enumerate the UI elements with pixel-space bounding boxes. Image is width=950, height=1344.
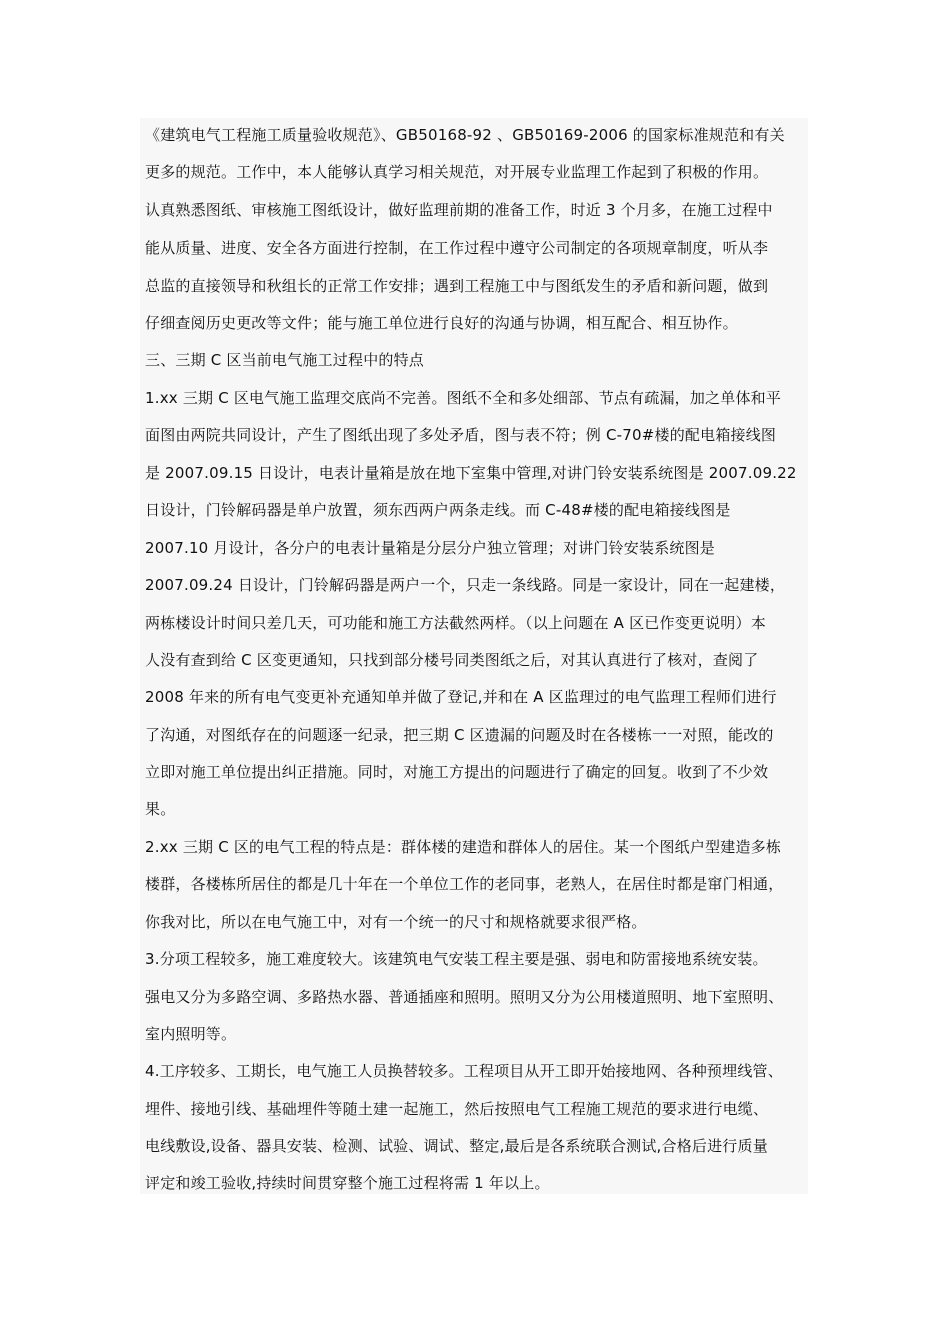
text-line: 4.工序较多、工期长，电气施工人员换替较多。工程项目从开工即开始接地网、各种预埋线管、 [145, 1062, 783, 1080]
text-line: 认真熟悉图纸、审核施工图纸设计，做好监理前期的准备工作，时近 3 个月多，在施工过程中 [145, 201, 773, 219]
text-line: 《建筑电气工程施工质量验收规范》、GB50168-92 、GB50169-2006 的国家标准规范和有关 [145, 126, 785, 144]
text-line: 2008 年来的所有电气变更补充通知单并做了登记,并和在 A 区监理过的电气监理工程师们进行 [145, 688, 777, 706]
text-line: 2007.09.24 日设计，门铃解码器是两户一个，只走一条线路。同是一家设计，同在一起建楼， [145, 576, 786, 594]
text-line: 更多的规范。工作中，本人能够认真学习相关规范，对开展专业监理工作起到了积极的作用。 [145, 163, 769, 181]
text-line: 人没有查到给 C 区变更通知，只找到部分楼号同类图纸之后，对其认真进行了核对，查阅了 [145, 651, 759, 669]
text-line: 3.分项工程较多，施工难度较大。该建筑电气安装工程主要是强、弱电和防雷接地系统安装。 [145, 950, 768, 968]
text-line: 楼群，各楼栋所居住的都是几十年在一个单位工作的老同事，老熟人，在居住时都是窜门相通， [145, 875, 784, 893]
section-heading: 三、三期 C 区当前电气施工过程中的特点 [145, 351, 425, 369]
text-line: 仔细查阅历史更改等文件；能与施工单位进行良好的沟通与协调，相互配合、相互协作。 [145, 314, 738, 332]
text-line: 能从质量、进度、安全各方面进行控制，在工作过程中遵守公司制定的各项规章制度，听从李 [145, 239, 769, 257]
text-line: 室内照明等。 [145, 1025, 237, 1043]
text-line: 2007.10 月设计，各分户的电表计量箱是分层分户独立管理；对讲门铃安装系统图是 [145, 539, 716, 557]
text-line: 电线敷设,设备、器具安装、检测、试验、调试、整定,最后是各系统联合测试,合格后进行质量 [145, 1137, 768, 1155]
text-line: 日设计，门铃解码器是单户放置，须东西两户两条走线。而 C-48#楼的配电箱接线图是 [145, 501, 731, 519]
text-line: 两栋楼设计时间只差几天，可功能和施工方法截然两样。（以上问题在 A 区已作变更说明）本 [145, 614, 766, 632]
text-line: 你我对比，所以在电气施工中，对有一个统一的尺寸和规格就要求很严格。 [145, 913, 647, 931]
text-line: 立即对施工单位提出纠正措施。同时，对施工方提出的问题进行了确定的回复。收到了不少效 [145, 763, 769, 781]
text-line: 果。 [145, 800, 176, 818]
text-line: 2.xx 三期 C 区的电气工程的特点是：群体楼的建造和群体人的居住。某一个图纸户型建造多栋 [145, 838, 782, 856]
text-line: 1.xx 三期 C 区电气施工监理交底尚不完善。图纸不全和多处细部、节点有疏漏，加之单体和平 [145, 389, 782, 407]
text-line: 是 2007.09.15 日设计，电表计量箱是放在地下室集中管理,对讲门铃安装系统图是 2007.09.22 [145, 464, 797, 482]
text-line: 总监的直接领导和秋组长的正常工作安排；遇到工程施工中与图纸发生的矛盾和新问题，做到 [145, 277, 769, 295]
text-line: 面图由两院共同设计，产生了图纸出现了多处矛盾，图与表不符；例 C-70#楼的配电箱接线图 [145, 426, 777, 444]
text-line: 了沟通，对图纸存在的问题逐一纪录，把三期 C 区遗漏的问题及时在各楼栋一一对照，能改的 [145, 726, 774, 744]
text-line: 强电又分为多路空调、多路热水器、普通插座和照明。照明又分为公用楼道照明、地下室照明、 [145, 988, 784, 1006]
text-line: 评定和竣工验收,持续时间贯穿整个施工过程将需 1 年以上。 [145, 1174, 550, 1192]
text-line: 埋件、接地引线、基础埋件等随土建一起施工，然后按照电气工程施工规范的要求进行电缆、 [145, 1100, 769, 1118]
